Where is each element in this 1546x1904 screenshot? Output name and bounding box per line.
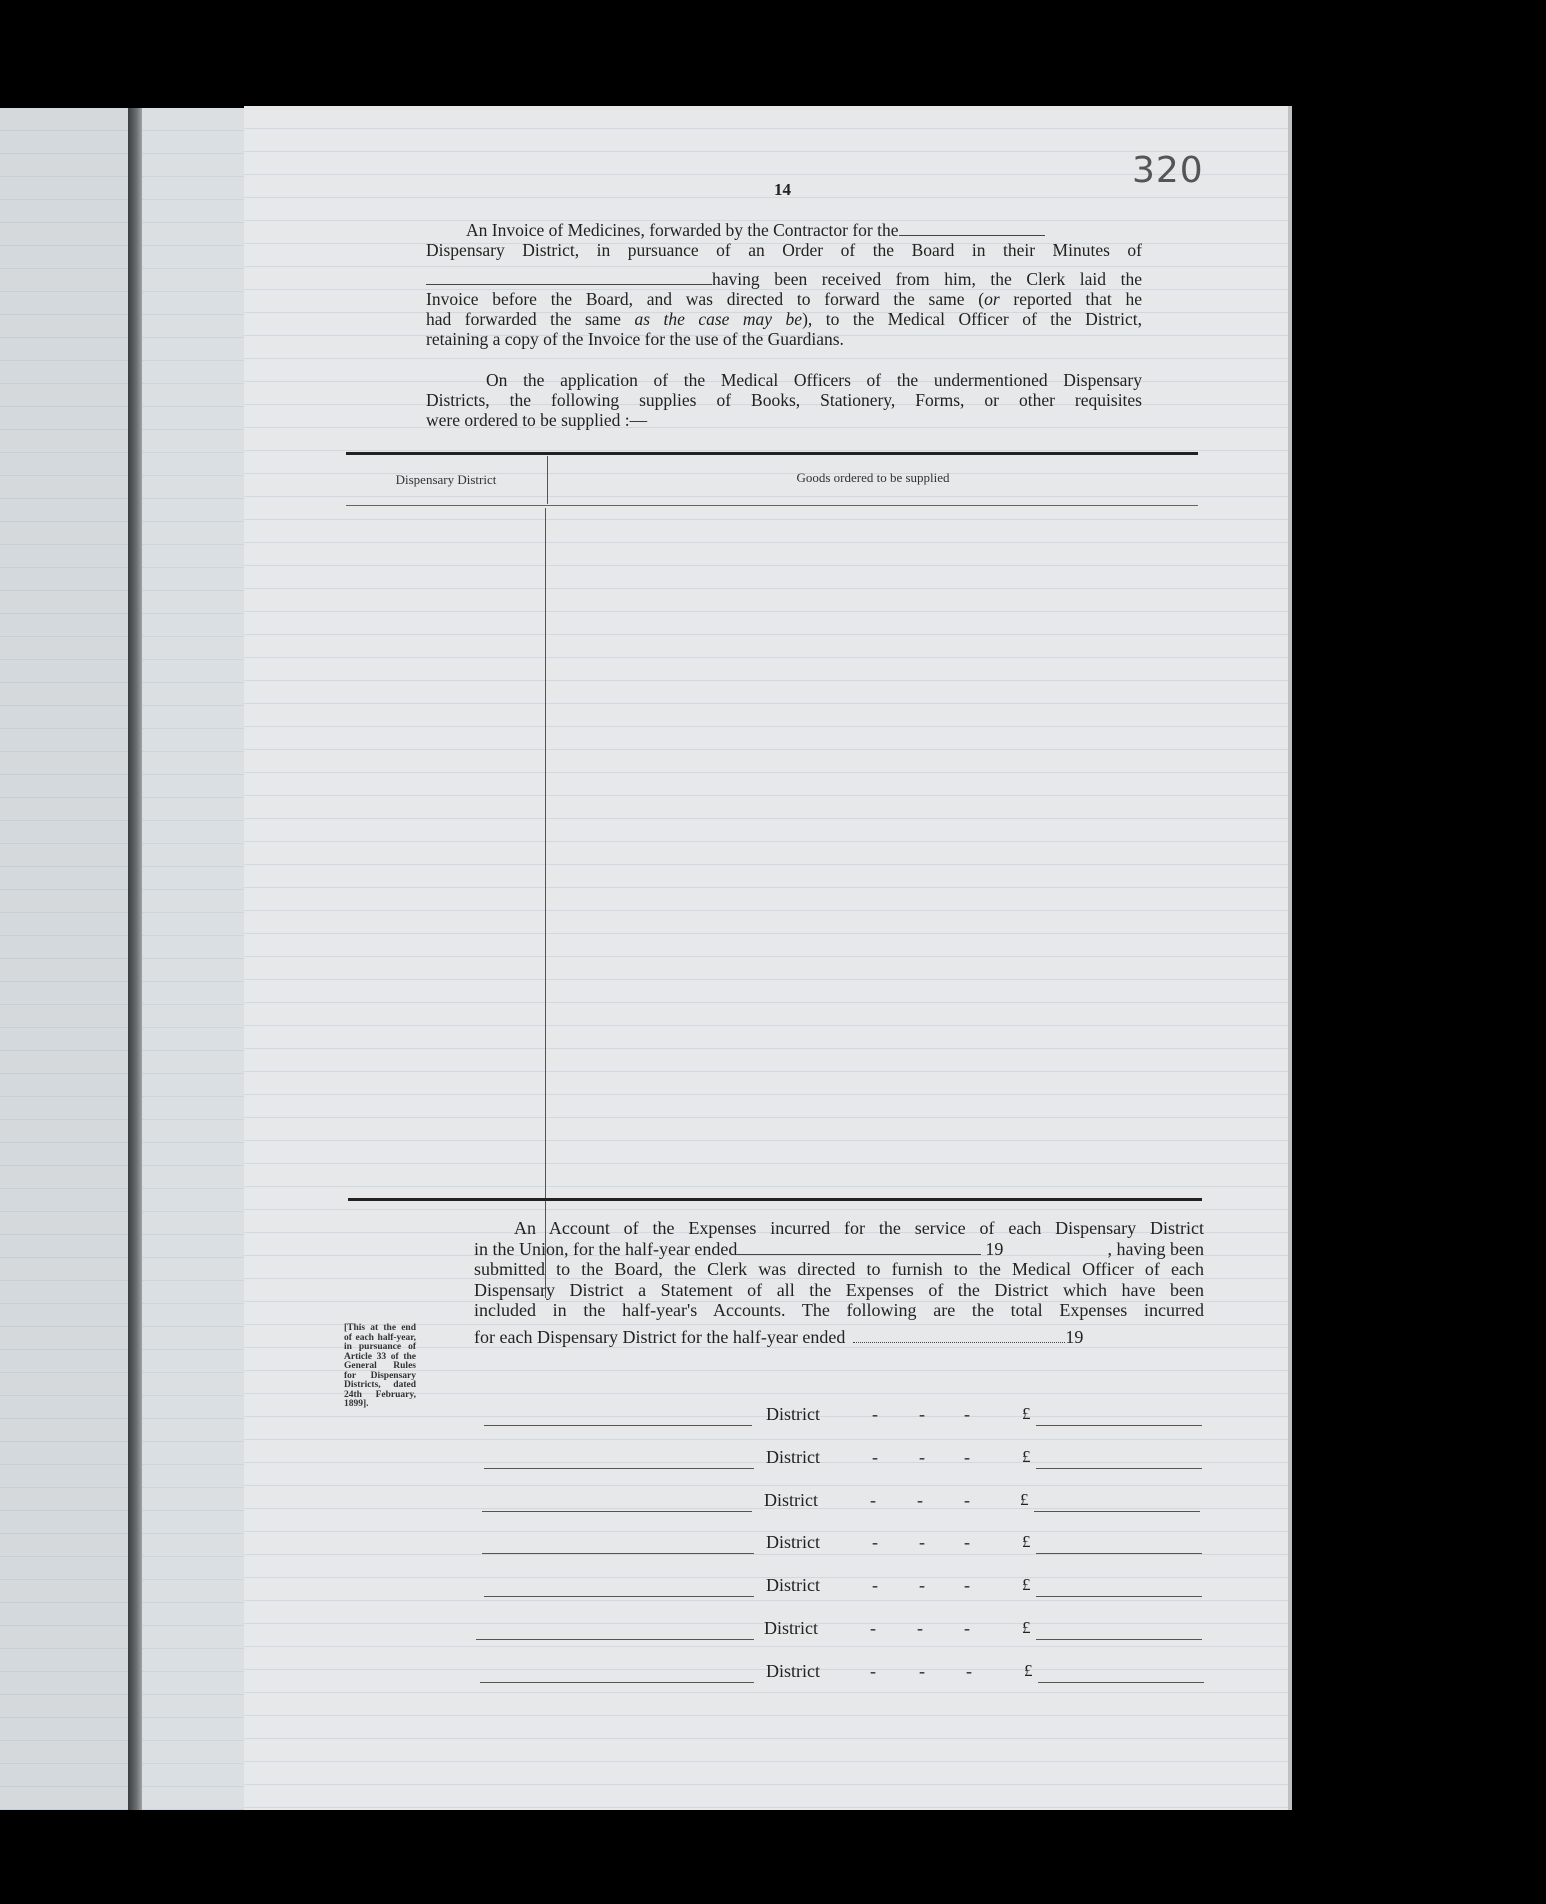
invoice-line-4-end: reported that he bbox=[999, 289, 1143, 309]
table-header-rule bbox=[346, 505, 1198, 506]
pound-sign: £ bbox=[1022, 1447, 1031, 1466]
dash-3: - bbox=[964, 1575, 970, 1595]
district-name-blank bbox=[482, 1552, 754, 1554]
invoice-line-4: Invoice before the Board, and was directed to forward the same ( bbox=[426, 289, 985, 309]
dash-3: - bbox=[964, 1490, 970, 1510]
district-row bbox=[244, 1445, 1288, 1475]
account-line-3: submitted to the Board, the Clerk was directed to furnish to the Medical Officer of each bbox=[474, 1259, 1204, 1279]
district-label: District bbox=[766, 1532, 820, 1552]
dash-2: - bbox=[919, 1447, 925, 1467]
amount-blank bbox=[1036, 1552, 1202, 1554]
amount-blank bbox=[1036, 1595, 1202, 1597]
table-header-divider bbox=[547, 456, 548, 504]
district-row bbox=[244, 1616, 1288, 1646]
requisites-line-1: On the application of the Medical Officers of the undermentioned Dispensary bbox=[486, 370, 1142, 390]
col-header-goods: Goods ordered to be supplied bbox=[796, 470, 950, 485]
amount-blank bbox=[1034, 1510, 1200, 1512]
page-stamp: 320 bbox=[1132, 150, 1204, 191]
account-line-5: included in the half-year's Accounts. The following are the total Expenses incurred bbox=[474, 1300, 1204, 1320]
half-year-blank-2 bbox=[853, 1328, 1065, 1343]
district-name-blank bbox=[480, 1681, 754, 1683]
district-name-blank bbox=[484, 1424, 752, 1426]
district-label: District bbox=[766, 1661, 820, 1681]
dash-3: - bbox=[966, 1661, 972, 1681]
document-page bbox=[244, 106, 1292, 1810]
account-year-2: 19 bbox=[1065, 1326, 1084, 1347]
requisites-line-3: were ordered to be supplied :— bbox=[426, 410, 648, 430]
dash-3: - bbox=[964, 1532, 970, 1552]
dash-2: - bbox=[919, 1404, 925, 1424]
account-line-1: An Account of the Expenses incurred for the service of each Dispensary District bbox=[514, 1218, 1204, 1238]
district-row bbox=[244, 1402, 1288, 1432]
dash-2: - bbox=[919, 1532, 925, 1552]
dash-1: - bbox=[870, 1618, 876, 1638]
account-line-6: for each Dispensary District for the half-year ended bbox=[474, 1326, 846, 1347]
dash-2: - bbox=[917, 1490, 923, 1510]
invoice-line-1: An Invoice of Medicines, forwarded by the Contractor for the bbox=[466, 220, 899, 240]
pound-sign: £ bbox=[1020, 1490, 1029, 1509]
dash-1: - bbox=[872, 1404, 878, 1424]
district-label: District bbox=[764, 1490, 818, 1510]
pound-sign: £ bbox=[1022, 1575, 1031, 1594]
district-name-blank bbox=[482, 1510, 752, 1512]
account-line-4: Dispensary District a Statement of all the Expenses of the District which have been bbox=[474, 1279, 1204, 1300]
district-row bbox=[244, 1573, 1288, 1603]
table-column-divider bbox=[545, 508, 546, 1298]
account-paragraph bbox=[474, 1218, 1204, 1347]
invoice-line-5-end: ), to the Medical Officer of the District, bbox=[802, 309, 1142, 329]
table-top-rule bbox=[346, 452, 1198, 455]
dash-2: - bbox=[919, 1575, 925, 1595]
invoice-paragraph bbox=[426, 220, 1142, 349]
page-edge bbox=[142, 108, 245, 1810]
dash-1: - bbox=[870, 1661, 876, 1681]
amount-blank bbox=[1036, 1638, 1202, 1640]
amount-blank bbox=[1036, 1467, 1202, 1469]
district-name-blank bbox=[484, 1595, 754, 1597]
invoice-line-5: had forwarded the same bbox=[426, 309, 635, 329]
district-row bbox=[244, 1488, 1288, 1518]
dash-2: - bbox=[917, 1618, 923, 1638]
district-row bbox=[244, 1659, 1288, 1689]
district-name-blank bbox=[476, 1638, 754, 1640]
folio-number: 14 bbox=[774, 180, 791, 199]
half-year-blank-1 bbox=[737, 1240, 981, 1255]
margin-note: [This at the end of each half-year, in pursuance of Article 33 of the General Rules for Dispensary Districts, dated 24th February, 1899]. bbox=[344, 1323, 416, 1409]
dash-1: - bbox=[872, 1447, 878, 1467]
invoice-line-2: Dispensary District, in pursuance of an Order of the Board in their Minutes of bbox=[426, 240, 1142, 260]
contractor-blank bbox=[899, 221, 1045, 236]
table-bottom-rule bbox=[348, 1198, 1202, 1201]
district-label: District bbox=[766, 1447, 820, 1467]
district-row bbox=[244, 1530, 1288, 1560]
invoice-or: or bbox=[984, 289, 1000, 309]
col-header-district: Dispensary District bbox=[395, 472, 497, 487]
requisites-paragraph bbox=[426, 370, 1142, 430]
invoice-case: as the case may be bbox=[634, 309, 803, 329]
dash-3: - bbox=[964, 1618, 970, 1638]
invoice-line-6: retaining a copy of the Invoice for the use of the Guardians. bbox=[426, 329, 844, 349]
dash-3: - bbox=[964, 1447, 970, 1467]
pound-sign: £ bbox=[1022, 1404, 1031, 1423]
district-label: District bbox=[764, 1618, 818, 1638]
dash-1: - bbox=[872, 1575, 878, 1595]
account-line-2: in the Union, for the half-year ended bbox=[474, 1238, 738, 1259]
dash-1: - bbox=[870, 1490, 876, 1510]
book-spine bbox=[128, 108, 142, 1810]
amount-blank bbox=[1038, 1681, 1204, 1683]
district-name-blank bbox=[484, 1467, 754, 1469]
dash-2: - bbox=[919, 1661, 925, 1681]
facing-page bbox=[0, 108, 136, 1810]
pound-sign: £ bbox=[1024, 1661, 1033, 1680]
dash-3: - bbox=[964, 1404, 970, 1424]
invoice-line-3: having been received from him, the Clerk laid the bbox=[712, 269, 1142, 289]
requisites-line-2: Districts, the following supplies of Books, Stationery, Forms, or other requisites bbox=[426, 390, 1142, 410]
account-year-1: 19 bbox=[985, 1238, 1004, 1259]
amount-blank bbox=[1036, 1424, 1202, 1426]
pound-sign: £ bbox=[1022, 1618, 1031, 1637]
pound-sign: £ bbox=[1022, 1532, 1031, 1551]
dash-1: - bbox=[872, 1532, 878, 1552]
account-line-2-end: , having been bbox=[1107, 1238, 1204, 1259]
district-label: District bbox=[766, 1575, 820, 1595]
district-label: District bbox=[766, 1404, 820, 1424]
minutes-blank bbox=[426, 270, 712, 285]
